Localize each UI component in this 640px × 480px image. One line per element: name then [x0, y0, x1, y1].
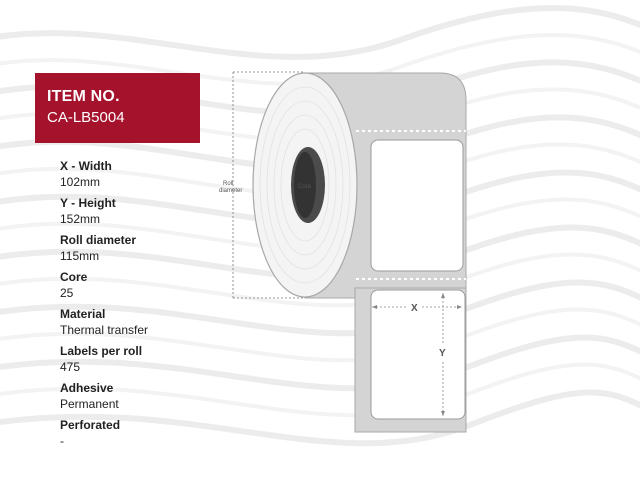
spec-value: 115mm: [60, 249, 100, 263]
roll-diameter-label-2: diameter: [219, 188, 243, 194]
item-number-value: CA-LB5004: [47, 109, 125, 126]
spec-label: Perforated: [60, 418, 121, 432]
spec-value: 102mm: [60, 175, 101, 189]
spec-label: Labels per roll: [60, 344, 143, 358]
spec-label: Core: [60, 270, 88, 284]
spec-label: Roll diameter: [60, 233, 137, 247]
spec-label: Adhesive: [60, 381, 114, 395]
spec-value: 475: [60, 360, 81, 374]
spec-value: Permanent: [60, 397, 119, 411]
item-number-title: ITEM NO.: [47, 88, 120, 105]
spec-value: 25: [60, 286, 74, 300]
spec-label: Material: [60, 307, 106, 321]
core-label: Core: [298, 184, 312, 190]
spec-value: 152mm: [60, 212, 101, 226]
x-dimension-label: X: [411, 303, 418, 314]
y-dimension-label: Y: [439, 348, 446, 359]
spec-label: X - Width: [60, 159, 112, 173]
roll-diameter-label: Roll: [223, 181, 234, 187]
strip-label: [371, 290, 465, 419]
roll-top-label: [371, 140, 463, 271]
spec-value: Thermal transfer: [60, 323, 149, 337]
spec-value: -: [60, 434, 64, 448]
spec-label: Y - Height: [60, 196, 116, 210]
